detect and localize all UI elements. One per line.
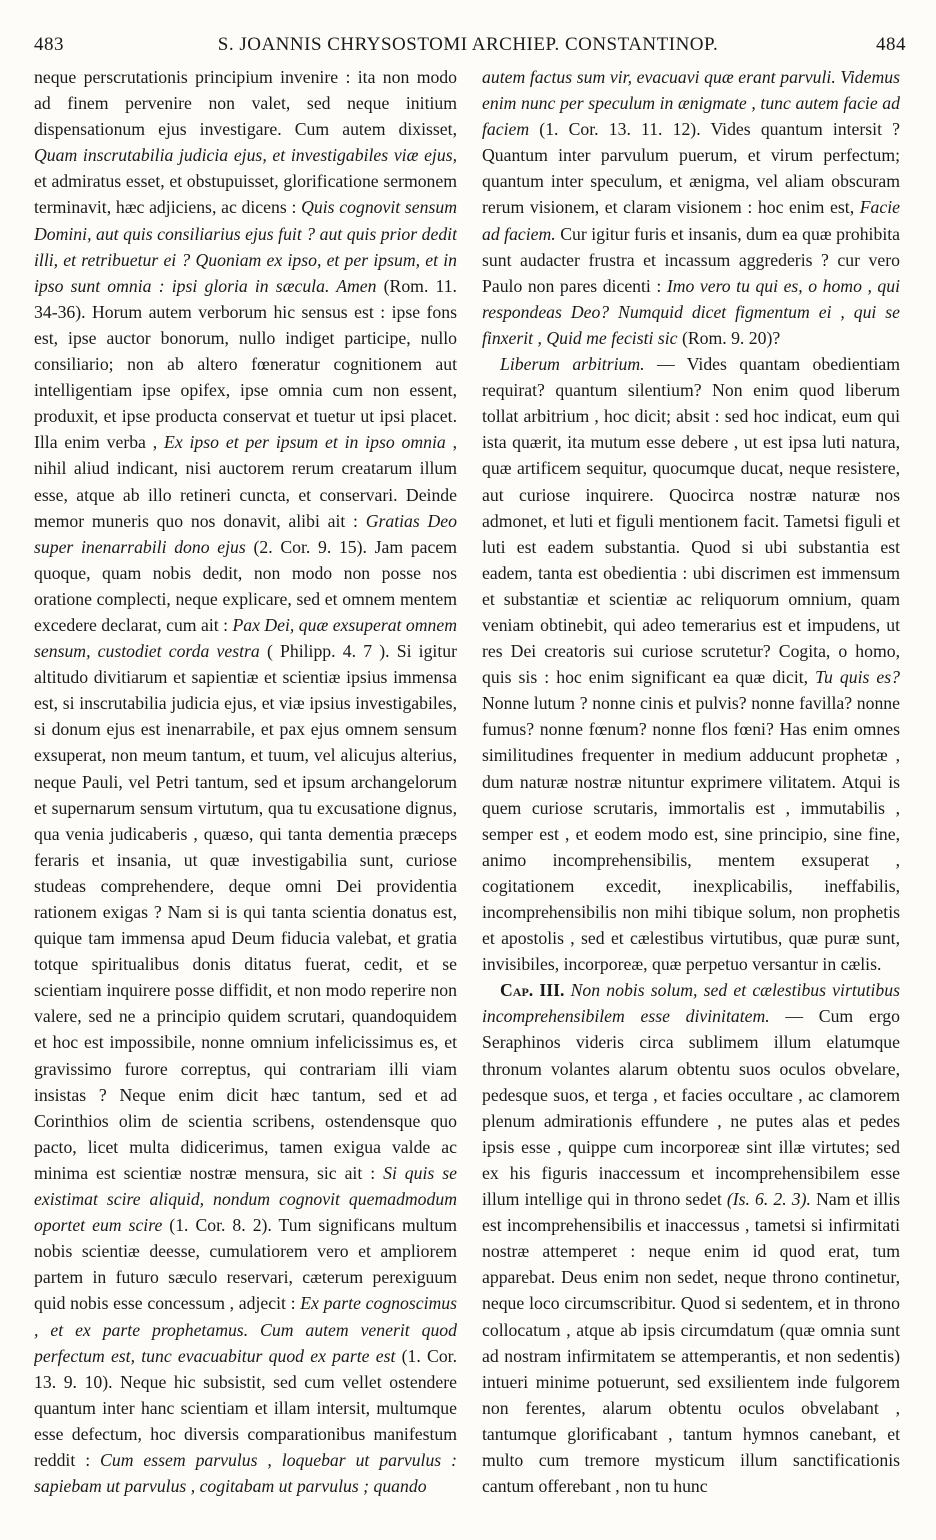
text-run: (1. Cor. 13. 9. 10). Neque hic subsistit, sed cum vellet ostendere quantum inter hanc scientiam et illam intersit, multumque esse defectum, hoc diversis comparationibus manifestum reddit : — [34, 1345, 457, 1470]
text-run: , nihil aliud indicant, nisi auctorem rerum creatarum illum esse, atque ab illo retineri cuncta, et conservari. Deinde memor muneris quo nos donavit, alibi ait : — [34, 432, 457, 531]
text-run: neque perscrutationis principium invenire : ita non modo ad finem pervenire non valet, sed neque initium dispensationum ejus investigare. Cum autem dixisset, — [34, 67, 457, 140]
section-heading-liberum: Liberum arbitrium. — [500, 354, 645, 375]
page-header — [30, 28, 906, 62]
quote-run: (Is. 6. 2. 3). — [726, 1189, 811, 1210]
left-column — [34, 64, 457, 1524]
page-number-left: 483 — [34, 34, 64, 55]
right-paragraph-2 — [482, 351, 900, 977]
text-run: (Rom. 11. 34-36). Horum autem verborum hic sensus est : ipse fons est, ipse auctor bonorum, nullo indiget participe, nullo consiliario; non ab altero fœneratur cognitionem aut intelligentiam ipse opifex, ipse omnia cum non essent, produxit, et ipse producta conservat et tuetur ut ipsi placet. Illa enim verba , — [34, 275, 457, 453]
text-run: (1. Cor. 8. 2). Tum significans multum nobis scientiæ deesse, cumulatiorem vero et ampliorem partem in futuro sæculo reservari, cæterum perexiguum quid nobis esse concessum , adjecit : — [34, 1215, 457, 1314]
text-run: ( Philipp. 4. 7 ). Si igitur altitudo divitiarum et sapientiæ et scientiæ ipsius immensa est, si inscrutabilia judicia ejus, et viæ ipsius investigabiles, si donum ejus est inenarrabile, et pax ejus omnem sensum exsuperat, non meum tantum, et tuum, vel alicujus alterius, neque Pauli, vel Petri tantum, sed et ipsum archangelorum et supernarum sensum virtutum, qua tu excusatione dignus, qua venia judicaberis , quæso, qui tanta dementia præceps feraris et insania, ut quæ investigabilia sunt, curiose studeas comprehendere, deque omni Dei providentia rationem exigas ? Nam si is qui tanta scientia donatus est, quique tam immensa apud Deum fiducia valebat, et gratia totque spiritualibus donis ditatus fuerat, cedit, et se scientiam inquirere posse diffidit, et non modo reperire non valere, sed ne a principio quidem scrutari, quandoquidem et hoc est impossibile, nonne omnium infelicissimus es, et gravissimo furore correptus, qui contrariam illi viam insistas ? Neque enim dicit hæc tantum, sed et ad Corinthios olim de scientia scribens, ostendensque quo pacto, licet multa didicerimus, tamen exigua valde ac minima est scientiæ nostræ mensura, sic ait : — [34, 641, 457, 1183]
quote-run: Gratias Deo super inenarrabili dono ejus — [34, 510, 457, 557]
text-run: (Rom. 9. 20)? — [677, 327, 781, 348]
quote-run: Quis cognovit sensum Domini, aut quis consiliarius ejus fuit ? aut quis prior dedit illi, et retribuetur ei ? Quoniam ex ipso, et per ipsum, et in ipso sunt omnia : ipsi gloria in sæcula. Amen — [34, 197, 457, 296]
quote-run: Quam inscrutabilia judicia ejus, et investigabiles viæ ejus, — [34, 145, 457, 166]
page-number-right: 484 — [876, 34, 906, 55]
text-run: (1. Cor. 13. 11. 12). Vides quantum intersit ? Quantum inter parvulum puerum, et virum perfectum; quantum inter speculum, et ænigma, vel aliam obscuram rerum visionem, et claram visionem : hoc enim est, — [482, 119, 900, 218]
running-title: S. JOANNIS CHRYSOSTOMI ARCHIEP. CONSTANTINOP. — [217, 34, 719, 55]
text-run: — Vides quantam obedientiam requirat? quantum silentium? Non enim quod liberum tollat arbitrium , hoc dicit; absit : sed hoc indicat, eum qui ista quærit, ita mutum esse debere , ut est ipsa luti natura, quæ artificem sequitur, quocumque ducat, neque resistere, aut curiose inquirere. Quocirca nostræ naturæ nos admonet, et luti et figuli mentionem facit. Tametsi figuli et luti est eadem substantia. Quod si ubi substantia est eadem, tanta est obedientia : ubi discrimen est immensum et substantiæ et scientiæ ac reliquorum omnium, quam veniam obtinebit, qui adeo temerarius est et impudens, ut res Dei creatoris sui curiose scrutetur? Cogita, o homo, quis sis : hoc enim significant ea quæ dicit, — [482, 354, 900, 688]
right-column — [482, 64, 900, 1524]
quote-run: Imo vero tu qui es, o homo , qui respondeas Deo? Numquid dicet figmentum ei , qui se finxerit , Quid me fecisti sic — [482, 275, 900, 348]
left-paragraph — [34, 64, 457, 1499]
text-run: Nam et illis est incomprehensibilis et inaccessus , tametsi si infirmitati nostræ attemperet : neque enim id quod erat, tum apparebat. Deus enim non sedet, neque throno continetur, neque loco circumscribitur. Quod si sedentem, et in throno collocatum , atque ab ipsis circumdatum (quæ omnia sunt ad nostram infirmitatem se attemperantis, et non sedentis) intueri minime potuerunt, sed exsilientem inde fulgorem non ferentes, alarum obtentu oculos obvelabant , tantumque glorificabant , tantum hymnos canebant, et multo cum tremore mysticum illum sanctificationis cantum offerebant , non tu hunc — [482, 1189, 900, 1497]
quote-run: Ex parte cognoscimus , et ex parte prophetamus. Cum autem venerit quod perfectum est, tunc evacuabitur quod ex parte est — [34, 1293, 457, 1366]
quote-run: Tu quis es? — [815, 667, 900, 688]
quote-run: Ex ipso et per ipsum et in ipso omnia — [164, 432, 446, 453]
text-run: — Cum ergo Seraphinos videris circa sublimem illum elatumque thronum volantes alarum obtentu suos oculos obvelare, pedesque suos, et terga , et facies occultare , ac clamorem plenum admirationis effundere , ne putes alas et pedes ipsis esse , quippe cum incorporeæ sint illæ virtutes; sed ex his figuris inaccessum et incomprehensibilem esse illum intellige qui in throno sedet — [482, 1006, 900, 1210]
quote-run: Facie ad faciem. — [482, 197, 900, 244]
chapter-label: Cap. III. — [500, 980, 565, 1001]
quote-run: Cum essem parvulus , loquebar ut parvulus : sapiebam ut parvulus , cogitabam ut parvulus ; quando — [34, 1449, 457, 1497]
right-paragraph-3 — [482, 977, 900, 1499]
quote-run: Pax Dei, quæ exsuperat omnem sensum, custodiet corda vestra — [34, 614, 457, 662]
quote-run: autem factus sum vir, evacuavi quæ erant parvuli. Videmus enim nunc per speculum in ænigmate , tunc autem facie ad faciem — [482, 67, 900, 140]
text-run: Cur igitur furis et insanis, dum ea quæ prohibita sunt audacter frustra et incassum aggrederis ? cur vero Paulo non pares dicenti : — [482, 223, 900, 296]
right-paragraph-1 — [482, 64, 900, 351]
quote-run: Si quis se existimat scire aliquid, nondum cognovit quemadmodum oportet eum scire — [34, 1162, 457, 1236]
text-run: et admiratus esset, et obstupuisset, glorificatione sermonem terminavit, hæc adjiciens, ac dicens : — [34, 171, 457, 218]
chapter-title: Non nobis solum, sed et cælestibus virtutibus incomprehensibilem esse divinitatem. — [482, 980, 900, 1027]
text-run: (2. Cor. 9. 15). Jam pacem quoque, quam nobis dedit, non modo non posse nos oratione complecti, neque explicare, sed et omnem mentem excedere declarat, cum ait : — [34, 536, 457, 635]
text-run: Nonne lutum ? nonne cinis et pulvis? nonne favilla? nonne fumus? nonne fœnum? nonne flos fœni? Has enim omnes similitudines frequenter in medium adducunt prophetæ , dum naturæ nostræ nituntur exprimere vilitatem. Atqui is quem curiose scrutaris, immortalis est , immutabilis , semper est , et eodem modo est, sine principio, sine fine, animo incomprehensibilis, mentem exsuperat , cogitationem excedit, inexplicabilis, ineffabilis, incomprehensibilis non mihi tibique solum, non prophetis et apostolis , sed et cælestibus virtutibus, quæ puræ sunt, invisibiles, incorporeæ, quæ perpetuo versantur in cælis. — [482, 693, 900, 975]
